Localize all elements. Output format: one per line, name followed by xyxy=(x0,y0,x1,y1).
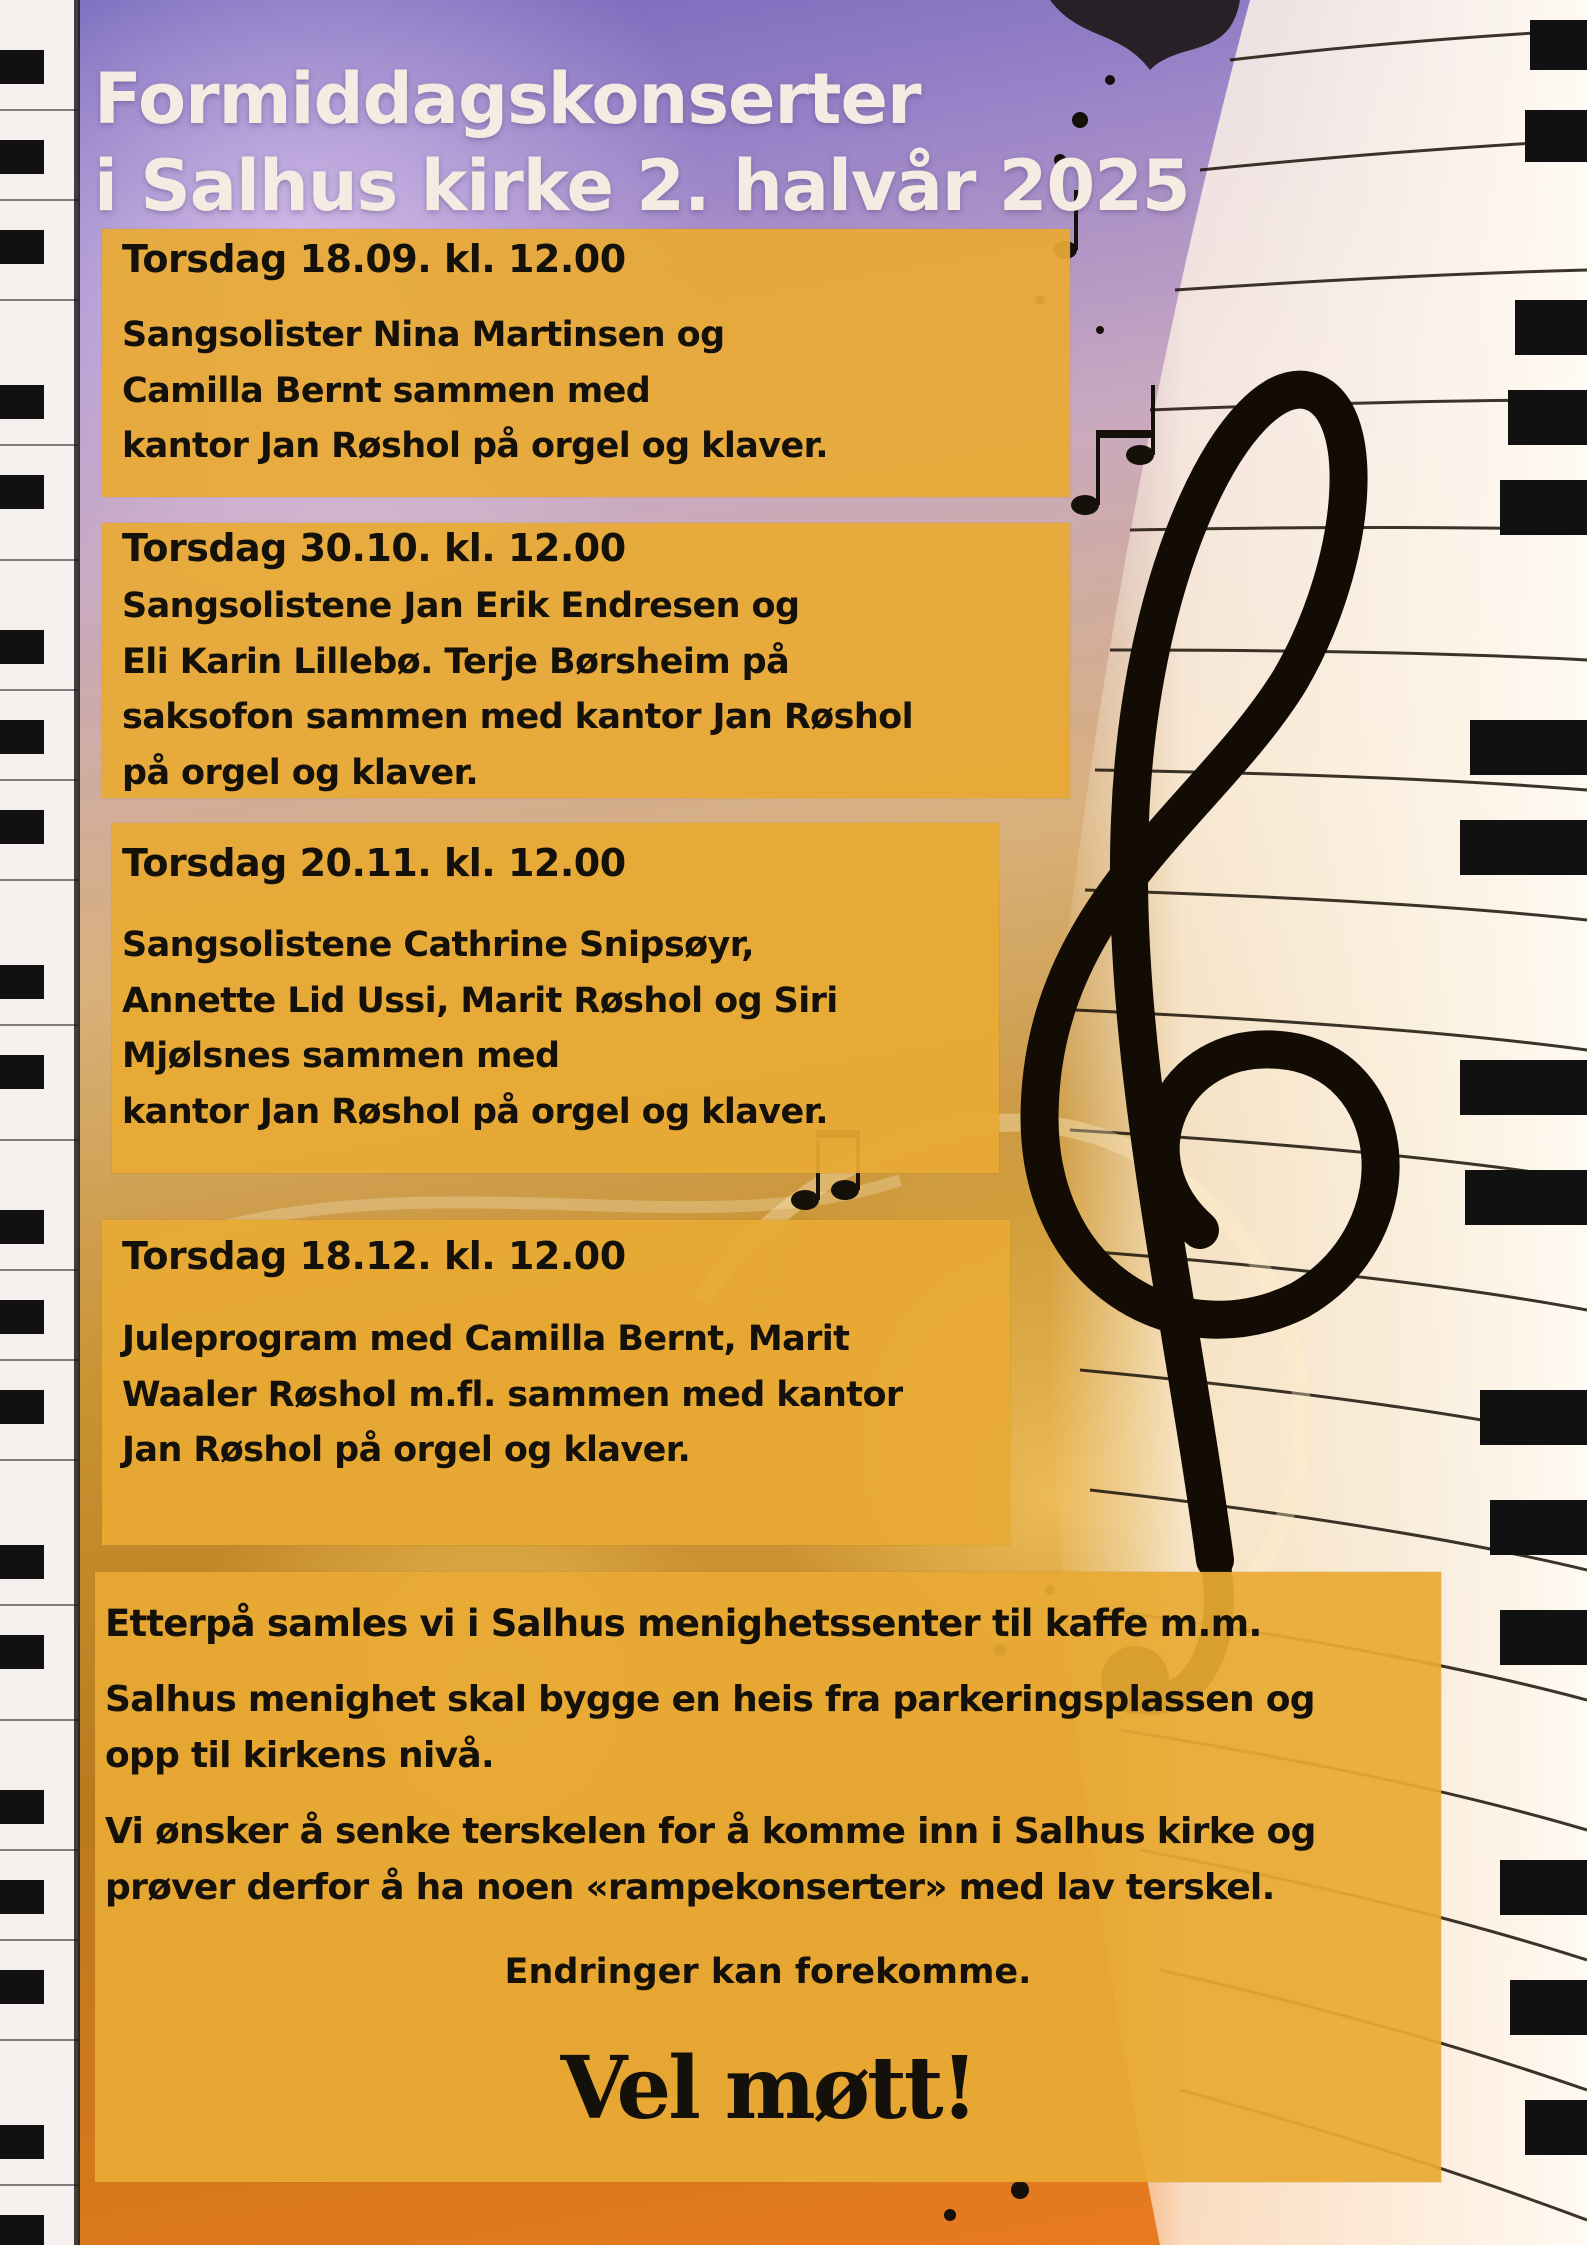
concert-date: Torsdag 18.12. kl. 12.00 xyxy=(122,1234,626,1278)
elevator-text: Salhus menighet skal bygge en heis fra parkeringsplassen og opp til kirkens nivå. xyxy=(105,1679,1315,1776)
concert-date: Torsdag 30.10. kl. 12.00 xyxy=(122,526,626,570)
title-line-2: i Salhus kirke 2. halvår 2025 xyxy=(94,145,1190,227)
concert-card xyxy=(102,1220,1010,1545)
concert-date: Torsdag 20.11. kl. 12.00 xyxy=(122,841,626,885)
welcome-message: Vel møtt! xyxy=(560,2038,976,2139)
concert-description: Sangsolistene Cathrine Snipsøyr, Annette Lid Ussi, Marit Røshol og Siri Mjølsnes sammen med kantor Jan Røshol på orgel og klaver. xyxy=(122,925,838,1132)
changes-notice: Endringer kan forekomme. xyxy=(504,1952,1032,1992)
concert-date: Torsdag 18.09. kl. 12.00 xyxy=(122,237,626,281)
concert-card xyxy=(102,229,1070,497)
concert-card xyxy=(112,823,999,1173)
afterwards-text: Etterpå samles vi i Salhus menighetssenter til kaffe m.m. xyxy=(105,1602,1262,1645)
concert-description: Juleprogram med Camilla Bernt, Marit Waaler Røshol m.fl. sammen med kantor Jan Røshol på orgel og klaver. xyxy=(122,1319,903,1470)
concert-card xyxy=(102,523,1070,798)
threshold-text: Vi ønsker å senke terskelen for å komme inn i Salhus kirke og prøver derfor å ha noen «rampekonserter» med lav terskel. xyxy=(105,1811,1316,1908)
title-line-1: Formiddagskonserter xyxy=(94,58,921,140)
info-panel xyxy=(95,1572,1441,2182)
concert-description: Sangsolistene Jan Erik Endresen og Eli Karin Lillebø. Terje Børsheim på saksofon sammen med kantor Jan Røshol på orgel og klaver. xyxy=(122,586,914,793)
concert-description: Sangsolister Nina Martinsen og Camilla Bernt sammen med kantor Jan Røshol på orgel og klaver. xyxy=(122,315,828,466)
poster-title xyxy=(94,56,1294,230)
